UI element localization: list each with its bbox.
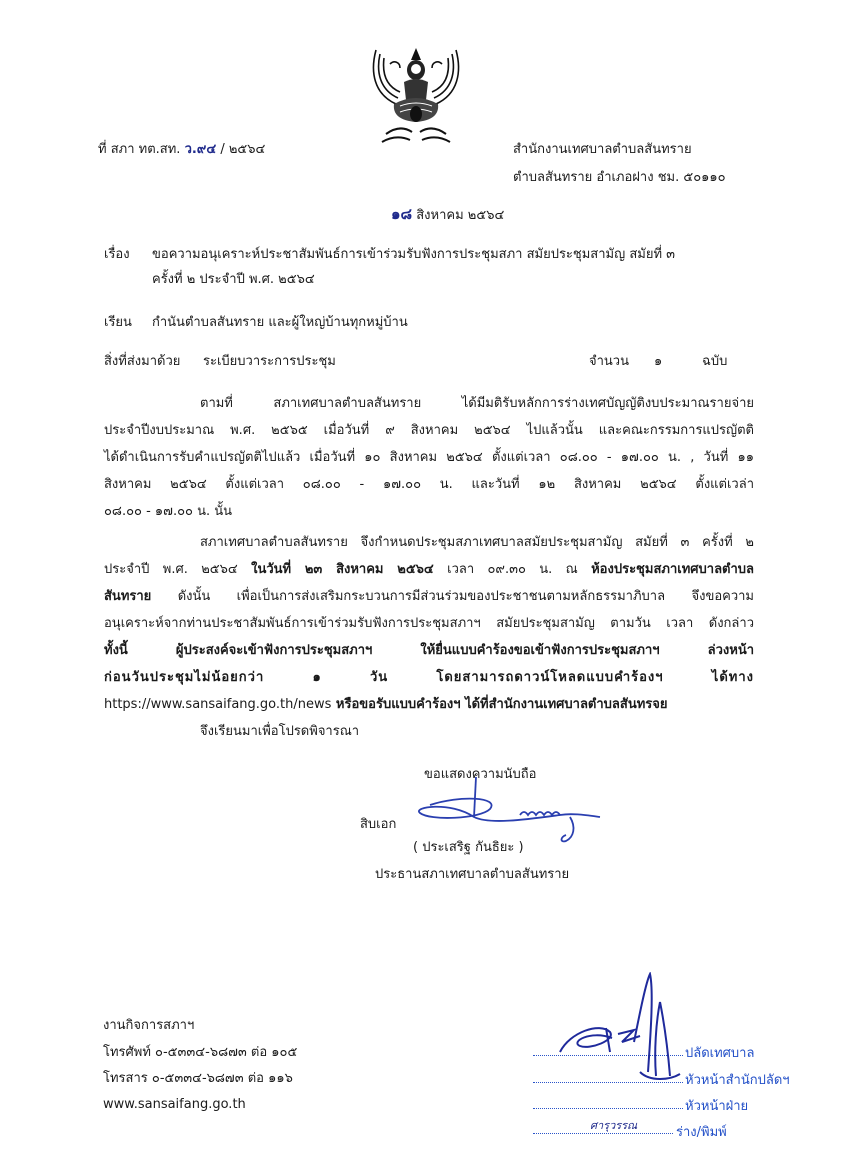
para2-line: ทั้งนี้ ผู้ประสงค์จะเข้าฟังการประชุมสภาฯ ให้ยื่นแบบคำร้องขอเข้าฟังการประชุมสภาฯ ล่วงหน้า	[104, 643, 754, 658]
para1-line: สิงหาคม ๒๕๖๔ ตั้งแต่เวลา ๐๘.๐๐ - ๑๗.๐๐ น. และวันที่ ๑๒ สิงหาคม ๒๕๖๔ ตั้งแต่เวล่า	[104, 477, 754, 492]
approval-dotted-line	[533, 1108, 683, 1109]
enclosure-qty-label: จำนวน	[589, 354, 629, 369]
regards: ขอแสดงความนับถือ	[424, 767, 537, 782]
reference-code: ว.๙๔	[184, 142, 217, 157]
body-paragraph-1	[104, 390, 754, 525]
date-day: ๑๘	[391, 205, 413, 223]
signer-rank: สิบเอก	[360, 817, 397, 832]
signer-position: ประธานสภาเทศบาลตำบลสันทราย	[375, 867, 570, 882]
body-paragraph-2	[104, 529, 754, 718]
enclosure-qty: ๑	[654, 354, 663, 369]
office-address: ตำบลสันทราย อำเภอฝาง ชม. ๕๐๑๑๐	[513, 170, 726, 185]
meeting-venue-cont: สันทราย	[104, 589, 152, 604]
signer-name: ( ประเสริฐ กันธิยะ )	[413, 840, 524, 855]
chairman-signature	[410, 775, 610, 845]
subject-line-2: ครั้งที่ ๒ ประจำปี พ.ศ. ๒๕๖๔	[152, 272, 315, 287]
reference-number	[98, 140, 265, 160]
letter-date	[391, 204, 504, 226]
office-name: สำนักงานเทศบาลตำบลสันทราย	[513, 142, 692, 157]
para2-line: สภาเทศบาลตำบลสันทราย จึงกำหนดประชุมสภาเทศบาลสมัยประชุมสามัญ สมัยที่ ๓ ครั้งที่ ๒	[200, 535, 754, 550]
para1-line: ได้ดำเนินการรับคำแปรญัตติไปแล้ว เมื่อวันที่ ๑๐ สิงหาคม ๒๕๖๔ ตั้งแต่เวลา ๐๘.๐๐ - ๑๗.๐๐ น. , วันที่ ๑๑	[104, 450, 754, 465]
reference-suffix: / ๒๕๖๔	[220, 142, 266, 157]
subject-line-1: ขอความอนุเคราะห์ประชาสัมพันธ์การเข้าร่วมรับฟังการประชุมสภา สมัยประชุมสามัญ สมัยที่ ๓	[152, 247, 676, 262]
para2-text: หรือขอรับแบบคำร้องฯ ได้ที่สำนักงานเทศบาลตำบลสันทรจย	[331, 697, 668, 712]
para2-line	[104, 556, 754, 583]
para2-text: ประจำปี พ.ศ. ๒๕๖๔	[104, 562, 252, 577]
approval-label-division-head: หัวหน้าฝ่าย	[685, 1099, 749, 1114]
footer-fax: โทรสาร ๐-๕๓๓๔-๖๘๗๓ ต่อ ๑๑๖	[103, 1071, 293, 1086]
meeting-date: ในวันที่ ๒๓ สิงหาคม ๒๕๖๔	[251, 562, 434, 577]
enclosure-label: สิ่งที่ส่งมาด้วย	[104, 354, 181, 369]
approval-label-office-head: หัวหน้าสำนักปลัดฯ	[685, 1073, 790, 1088]
enclosure-unit: ฉบับ	[702, 354, 728, 369]
subject-label: เรื่อง	[104, 247, 130, 262]
para2-line	[104, 583, 754, 610]
closing-line: จึงเรียนมาเพื่อโปรดพิจารณา	[200, 724, 360, 739]
date-month-year: สิงหาคม ๒๕๖๔	[416, 208, 505, 223]
footer-department: งานกิจการสภาฯ	[103, 1018, 195, 1033]
approval-label-clerk: ปลัดเทศบาล	[685, 1046, 755, 1061]
to-recipients: กำนันตำบลสันทราย และผู้ใหญ่บ้านทุกหมู่บ้าน	[152, 315, 408, 330]
para1-line: ประจำปีงบประมาณ พ.ศ. ๒๕๖๕ เมื่อวันที่ ๙ สิงหาคม ๒๕๖๔ ไปแล้วนั้น และคณะกรรมการแปรญัตติ	[104, 423, 754, 438]
para2-line	[104, 691, 754, 718]
typist-initials: ศารุวรรณ	[590, 1119, 638, 1132]
approval-label-typist: ร่าง/พิมพ์	[676, 1125, 727, 1140]
para2-text: ดังนั้น เพื่อเป็นการส่งเสริมกระบวนการมีส่วนร่วมของประชาชนตามหลักธรรมาภิบาล จึงขอความ	[151, 589, 754, 604]
para2-line: อนุเคราะห์จากท่านประชาสัมพันธ์การเข้าร่วมรับฟังการประชุมสภาฯ สมัยประชุมสามัญ ตามวัน เวลา ดังกล่าว	[104, 616, 754, 631]
enclosure-item: ระเบียบวาระการประชุม	[203, 354, 336, 369]
to-label: เรียน	[104, 315, 132, 330]
clerk-signature	[550, 972, 690, 1082]
reference-prefix: ที่ สภา ทต.สท.	[98, 142, 181, 157]
garuda-emblem-icon	[366, 42, 466, 148]
para1-line: ๐๘.๐๐ - ๑๗.๐๐ น. นั้น	[104, 504, 233, 519]
meeting-venue: ห้องประชุมสภาเทศบาลตำบล	[591, 562, 754, 577]
news-link[interactable]: https://www.sansaifang.go.th/news	[104, 697, 332, 712]
approval-dotted-line	[533, 1082, 683, 1083]
para1-line: ตามที่ สภาเทศบาลตำบลสันทราย ได้มีมติรับหลักการร่างเทศบัญญัติงบประมาณรายจ่าย	[200, 396, 754, 411]
meeting-time: เวลา ๐๙.๓๐ น. ณ	[433, 562, 592, 577]
para2-line: ก่อนวันประชุมไม่น้อยกว่า ๑ วัน โดยสามารถดาวน์โหลดแบบคำร้องฯ ได้ทาง	[104, 670, 754, 685]
footer-website[interactable]: www.sansaifang.go.th	[103, 1097, 246, 1112]
footer-phone: โทรศัพท์ ๐-๕๓๓๔-๖๘๗๓ ต่อ ๑๐๕	[103, 1045, 298, 1060]
